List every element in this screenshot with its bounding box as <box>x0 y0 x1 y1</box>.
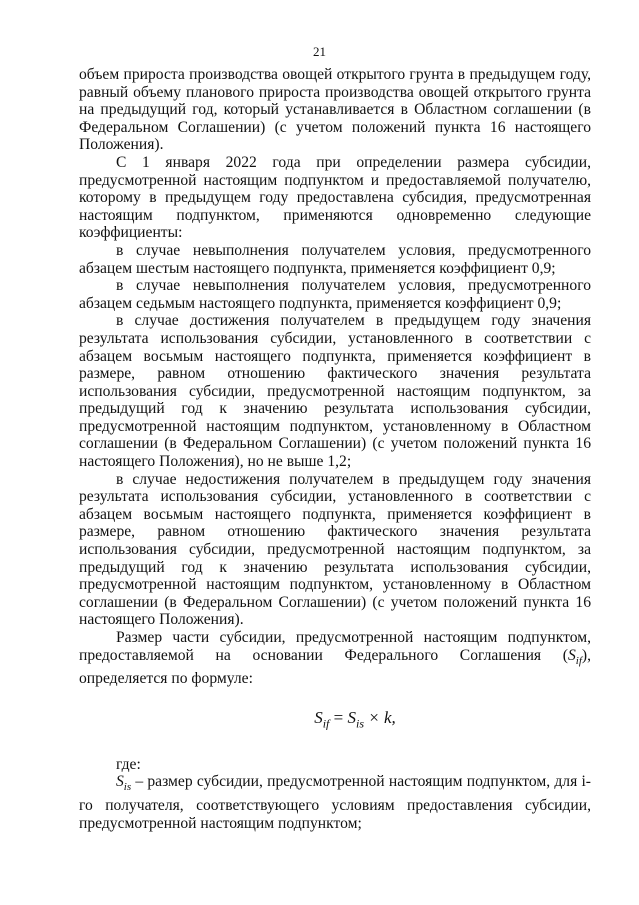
document-body <box>79 66 591 832</box>
formula-equals: = <box>329 707 348 727</box>
formula-intro-text: Размер части субсидии, предусмотренной настоящим подпунктом, предоставляемой на основании Федерального Соглашения ( <box>79 629 591 664</box>
symbol-main: S <box>567 646 576 664</box>
formula-lhs-subscript: if <box>322 716 330 731</box>
formula-intro-symbol <box>567 646 582 667</box>
formula-rhs: S <box>347 707 356 727</box>
symbol-subscript: if <box>575 654 582 667</box>
formula-lhs: S <box>314 707 323 727</box>
paragraph-2: С 1 января 2022 года при определении размера субсидии, предусмотренной настоящим подпунктом и предоставляемой получателю, которому в предыдущем году предоставлена субсидия, предусмотренная настоящим подпунктом, применяются одновременно следующие коэффициенты: <box>79 153 591 242</box>
definition-text: – размер субсидии, предусмотренной настоящим подпунктом, для i-го получателя, соответствующего условиям предоставления субсидии, предусмотренной настоящим подпунктом; <box>79 773 591 832</box>
formula-times-k: × k, <box>364 707 396 727</box>
definition-paragraph <box>79 773 591 832</box>
symbol-main: S <box>116 773 124 791</box>
formula-rhs-subscript: is <box>355 716 364 731</box>
paragraph-4: в случае невыполнения получателем условия, предусмотренного абзацем седьмым настоящего подпункта, применяется коэффициент 0,9; <box>79 277 591 312</box>
paragraph-1: объем прироста производства овощей открытого грунта в предыдущем году, равный объему планового прироста производства овощей открытого грунта на предыдущий год, который устанавливается в Областном соглашении (в Федеральном Соглашении) (с учетом положений пункта 16 настоящего Положения). <box>79 66 591 154</box>
page-number: 21 <box>313 44 326 59</box>
where-label: где: <box>116 755 141 773</box>
symbol-subscript: is <box>123 781 132 794</box>
paragraph-5: в случае достижения получателем в предыдущем году значения результата использования субсидии, установленного в соответствии с абзацем восьмым настоящего подпункта, применяется коэффициент в размере, равном отношению фактического значения результата использования субсидии, предусмотренной настоящим подпунктом, за предыдущий год к значению результата использования субсидии, предусмотренной настоящим подпунктом, установленному в Областном соглашении (в Федеральном Соглашении) (с учетом положений пункта 16 настоящего Положения), но не выше 1,2; <box>79 312 591 471</box>
paragraph-6: в случае недостижения получателем в предыдущем году значения результата использования субсидии, установленного в соответствии с абзацем восьмым настоящего подпункта, применяется коэффициент в размере, равном отношению фактического значения результата использования субсидии, предусмотренной настоящим подпунктом, за предыдущий год к значению результата использования субсидии, предусмотренной настоящим подпунктом, установленному в Областном соглашении (в Федеральном Соглашении) (с учетом положений пункта 16 настоящего Положения). <box>79 470 591 629</box>
definition-symbol <box>116 773 132 794</box>
paragraph-3: в случае невыполнения получателем условия, предусмотренного абзацем шестым настоящего подпункта, применяется коэффициент 0,9; <box>79 241 591 277</box>
formula <box>79 709 591 733</box>
formula-intro-tail: ), определяется по формуле: <box>79 646 591 688</box>
formula-intro-paragraph <box>79 629 591 688</box>
